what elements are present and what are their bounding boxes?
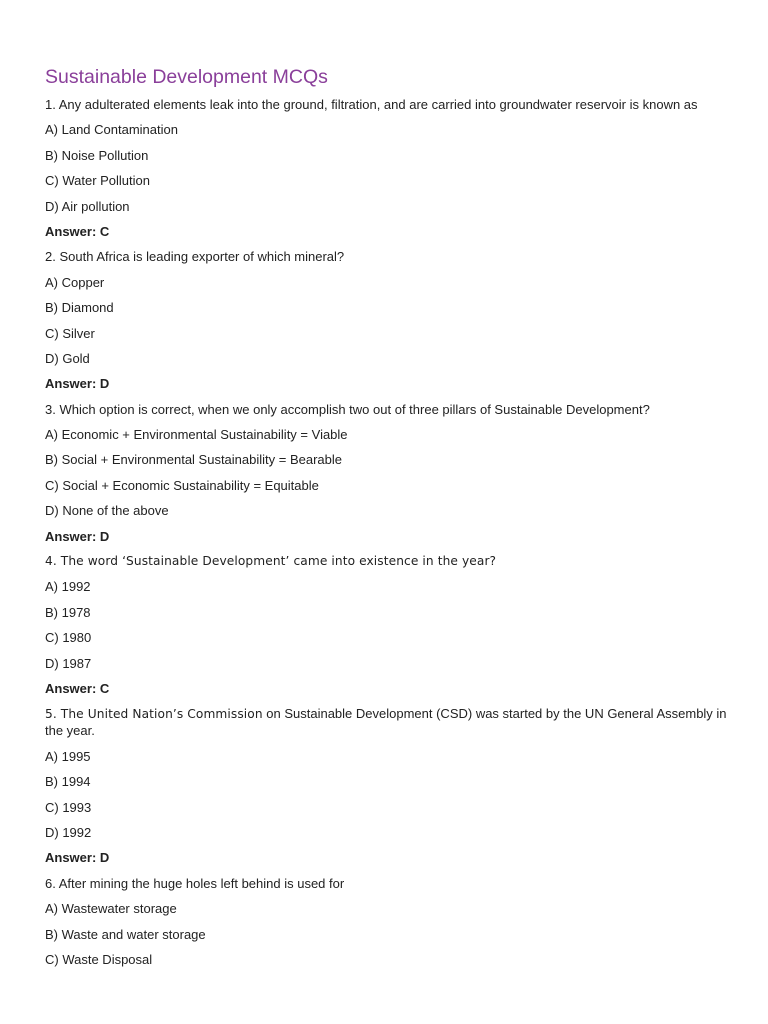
option-b: B) Noise Pollution <box>45 147 149 163</box>
question-text-part-1: 5. The United Nation’s Commission <box>45 707 263 722</box>
option-c: C) Waste Disposal <box>45 951 153 967</box>
answer-text: Answer: D <box>45 528 110 544</box>
option-c: C) 1993 <box>45 799 92 815</box>
answer-text: Answer: C <box>45 223 110 239</box>
question-text: 6. After mining the huge holes left behind is used for <box>45 875 345 891</box>
option-d: D) None of the above <box>45 503 169 519</box>
option-a: A) Economic + Environmental Sustainability = Viable <box>45 427 348 443</box>
option-b: B) Waste and water storage <box>45 926 206 942</box>
question-block-4 <box>45 554 735 696</box>
answer-text: Answer: D <box>45 376 110 392</box>
question-block-5 <box>45 706 735 865</box>
option-b: B) 1978 <box>45 604 91 620</box>
option-a: A) Land Contamination <box>45 122 178 138</box>
question-block-3 <box>45 402 735 544</box>
question-block-1 <box>45 97 735 239</box>
option-a: A) 1995 <box>45 748 91 764</box>
option-a: A) Wastewater storage <box>45 901 177 917</box>
question-block-2 <box>45 249 735 391</box>
option-b: B) Social + Environmental Sustainability = Bearable <box>45 452 342 468</box>
option-d: D) 1987 <box>45 655 92 671</box>
question-text <box>45 706 735 738</box>
answer-text: Answer: D <box>45 850 110 866</box>
question-text-part-2: on Sustainable Development (CSD) was started by the UN General Assembly in the year. <box>45 706 727 738</box>
question-text: 1. Any adulterated elements leak into the ground, filtration, and are carried into groundwater reservoir is known as <box>45 97 698 112</box>
option-c: C) Social + Economic Sustainability = Equitable <box>45 477 319 493</box>
question-text: 3. Which option is correct, when we only accomplish two out of three pillars of Sustainable Development? <box>45 401 650 417</box>
option-d: D) Air pollution <box>45 198 130 214</box>
option-a: A) 1992 <box>45 579 91 595</box>
question-text: 4. The word ‘Sustainable Development’ came into existence in the year? <box>45 554 497 569</box>
option-a: A) Copper <box>45 274 105 290</box>
page-title: Sustainable Development MCQs <box>45 66 328 88</box>
option-b: B) 1994 <box>45 774 91 790</box>
question-block-6 <box>45 876 735 967</box>
option-c: C) Water Pollution <box>45 173 150 189</box>
option-c: C) 1980 <box>45 630 92 646</box>
document-page <box>45 64 735 977</box>
option-d: D) Gold <box>45 350 90 366</box>
option-b: B) Diamond <box>45 300 114 316</box>
option-c: C) Silver <box>45 325 95 341</box>
answer-text: Answer: C <box>45 680 110 696</box>
question-text: 2. South Africa is leading exporter of which mineral? <box>45 249 345 265</box>
option-d: D) 1992 <box>45 824 92 840</box>
